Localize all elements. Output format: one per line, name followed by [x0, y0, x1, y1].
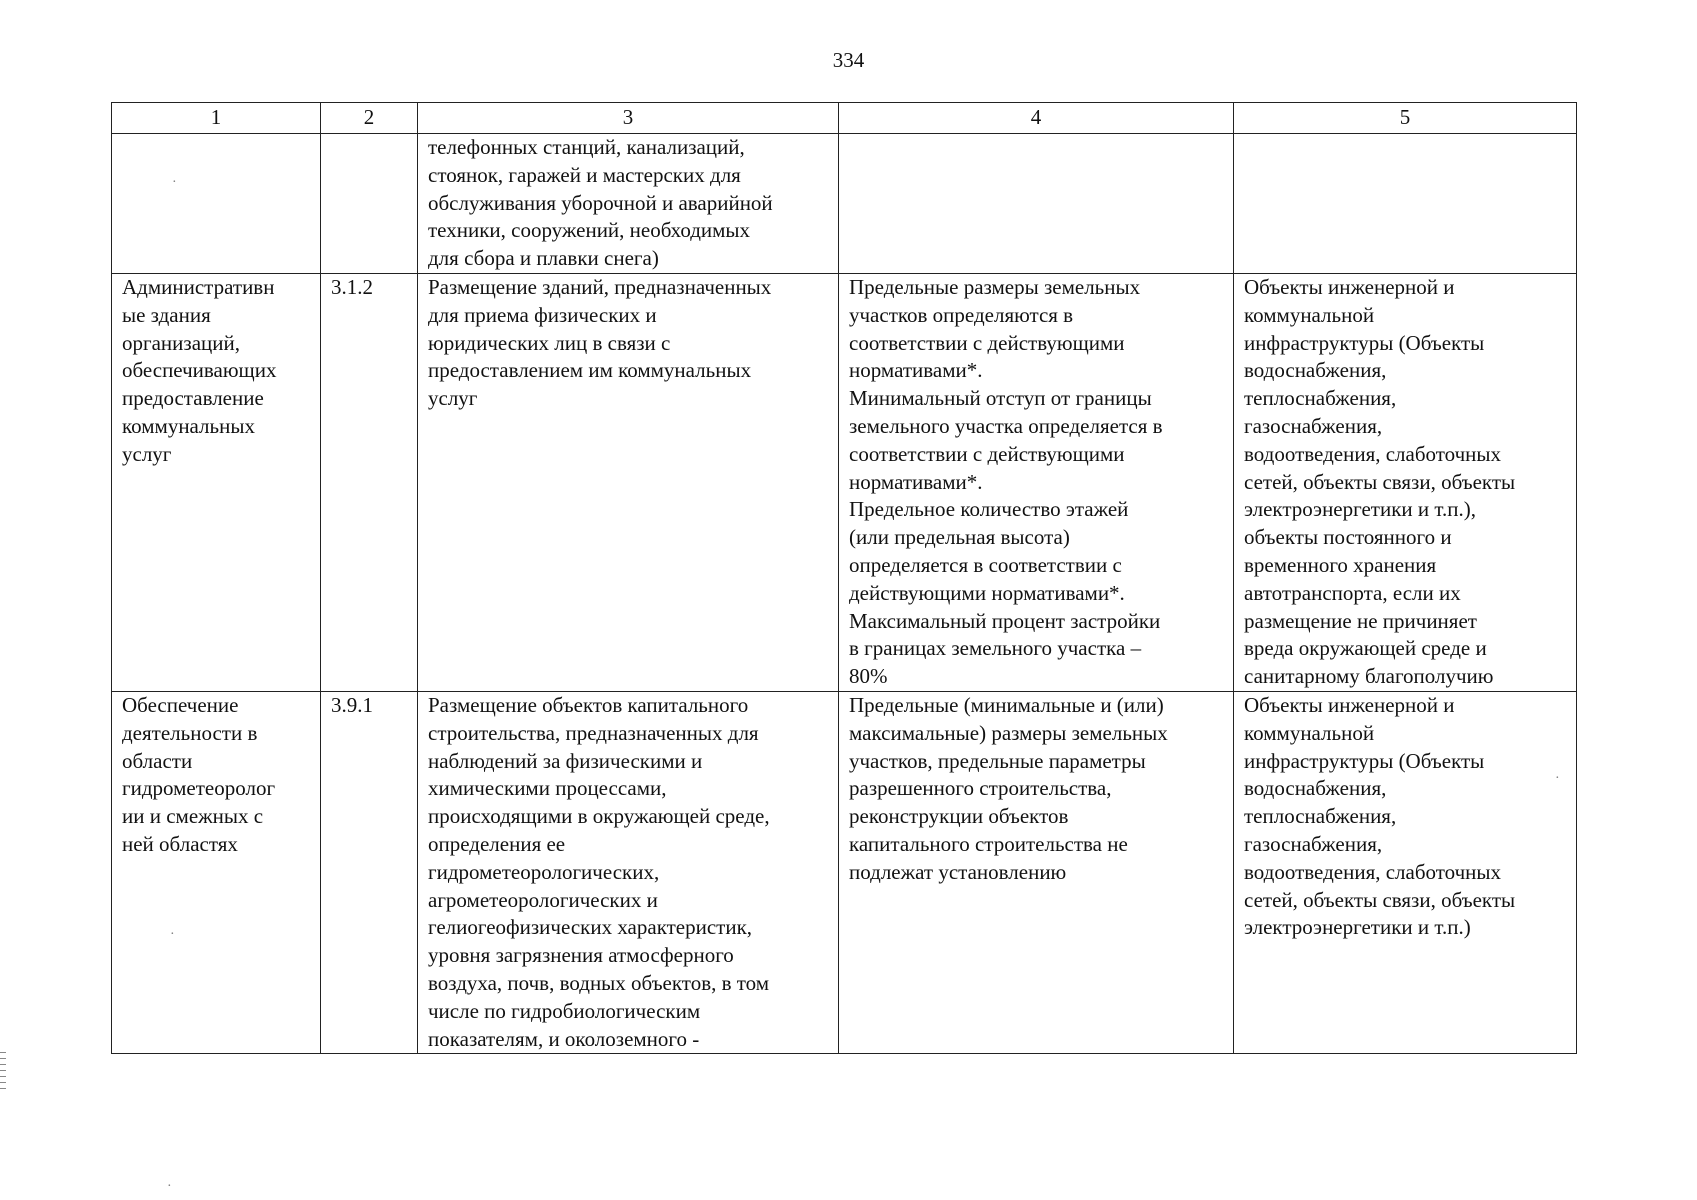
use-name-cell: Административн ые здания организаций, обеспечивающих предоставление коммунальных услуг [112, 273, 321, 691]
use-description-cell: Размещение объектов капитального строительства, предназначенных для наблюдений за физическими и химическими процессами, происходящими в окружающей среде, определения ее гидрометеорологических, агрометеорологических и гелиогеофизических характеристик, уровня загрязнения атмосферного воздуха, почв, водных объектов, в том числе по гидробиологическим показателям, и околоземного - [418, 691, 839, 1053]
zoning-table [111, 102, 1577, 1054]
table-row [112, 134, 1577, 274]
column-header-2: 2 [321, 103, 418, 134]
auxiliary-uses-cell: Объекты инженерной и коммунальной инфраструктуры (Объекты водоснабжения, теплоснабжения, газоснабжения, водоотведения, слаботочных сетей, объекты связи, объекты электроэнергетики и т.п.) [1234, 691, 1577, 1053]
column-header-4: 4 [839, 103, 1234, 134]
use-description-cell: Размещение зданий, предназначенных для приема физических и юридических лиц в связи с предоставлением им коммунальных услуг [418, 273, 839, 691]
page-number: 334 [832, 48, 865, 72]
use-code-cell [321, 134, 418, 274]
scan-edge-marks [0, 1052, 6, 1099]
column-header-1: 1 [112, 103, 321, 134]
use-code-cell: 3.9.1 [321, 691, 418, 1053]
use-code-cell: 3.1.2 [321, 273, 418, 691]
use-parameters-cell: Предельные (минимальные и (или) максимальные) размеры земельных участков, предельные параметры разрешенного строительства, реконструкции объектов капитального строительства не подлежат установлению [839, 691, 1234, 1053]
table-row [112, 273, 1577, 691]
column-header-3: 3 [418, 103, 839, 134]
table-header-row [112, 103, 1577, 134]
scan-speck: · [170, 927, 175, 942]
use-parameters-cell: Предельные размеры земельных участков определяются в соответствии с действующими нормативами*. Минимальный отступ от границы земельного участка определяется в соответствии с действующими нормативами*. Предельное количество этажей (или предельная высота) определяется в соответствии с действующими нормативами*. Максимальный процент застройки в границах земельного участка – 80% [839, 273, 1234, 691]
column-header-5: 5 [1234, 103, 1577, 134]
auxiliary-uses-cell: Объекты инженерной и коммунальной инфраструктуры (Объекты водоснабжения, теплоснабжения, газоснабжения, водоотведения, слаботочных сетей, объекты связи, объекты электроэнергетики и т.п.), объекты постоянного и временного хранения автотранспорта, если их размещение не причиняет вреда окружающей среде и санитарному благополучию [1234, 273, 1577, 691]
scan-speck: · [1555, 771, 1560, 786]
scan-speck: · [172, 175, 177, 190]
scan-speck: · [167, 1179, 172, 1194]
table-row [112, 691, 1577, 1053]
use-description-cell: телефонных станций, канализаций, стоянок, гаражей и мастерских для обслуживания уборочной и аварийной техники, сооружений, необходимых для сбора и плавки снега) [418, 134, 839, 274]
use-parameters-cell [839, 134, 1234, 274]
auxiliary-uses-cell [1234, 134, 1577, 274]
use-name-cell: Обеспечение деятельности в области гидрометеоролог ии и смежных с ней областях [112, 691, 321, 1053]
use-name-cell [112, 134, 321, 274]
